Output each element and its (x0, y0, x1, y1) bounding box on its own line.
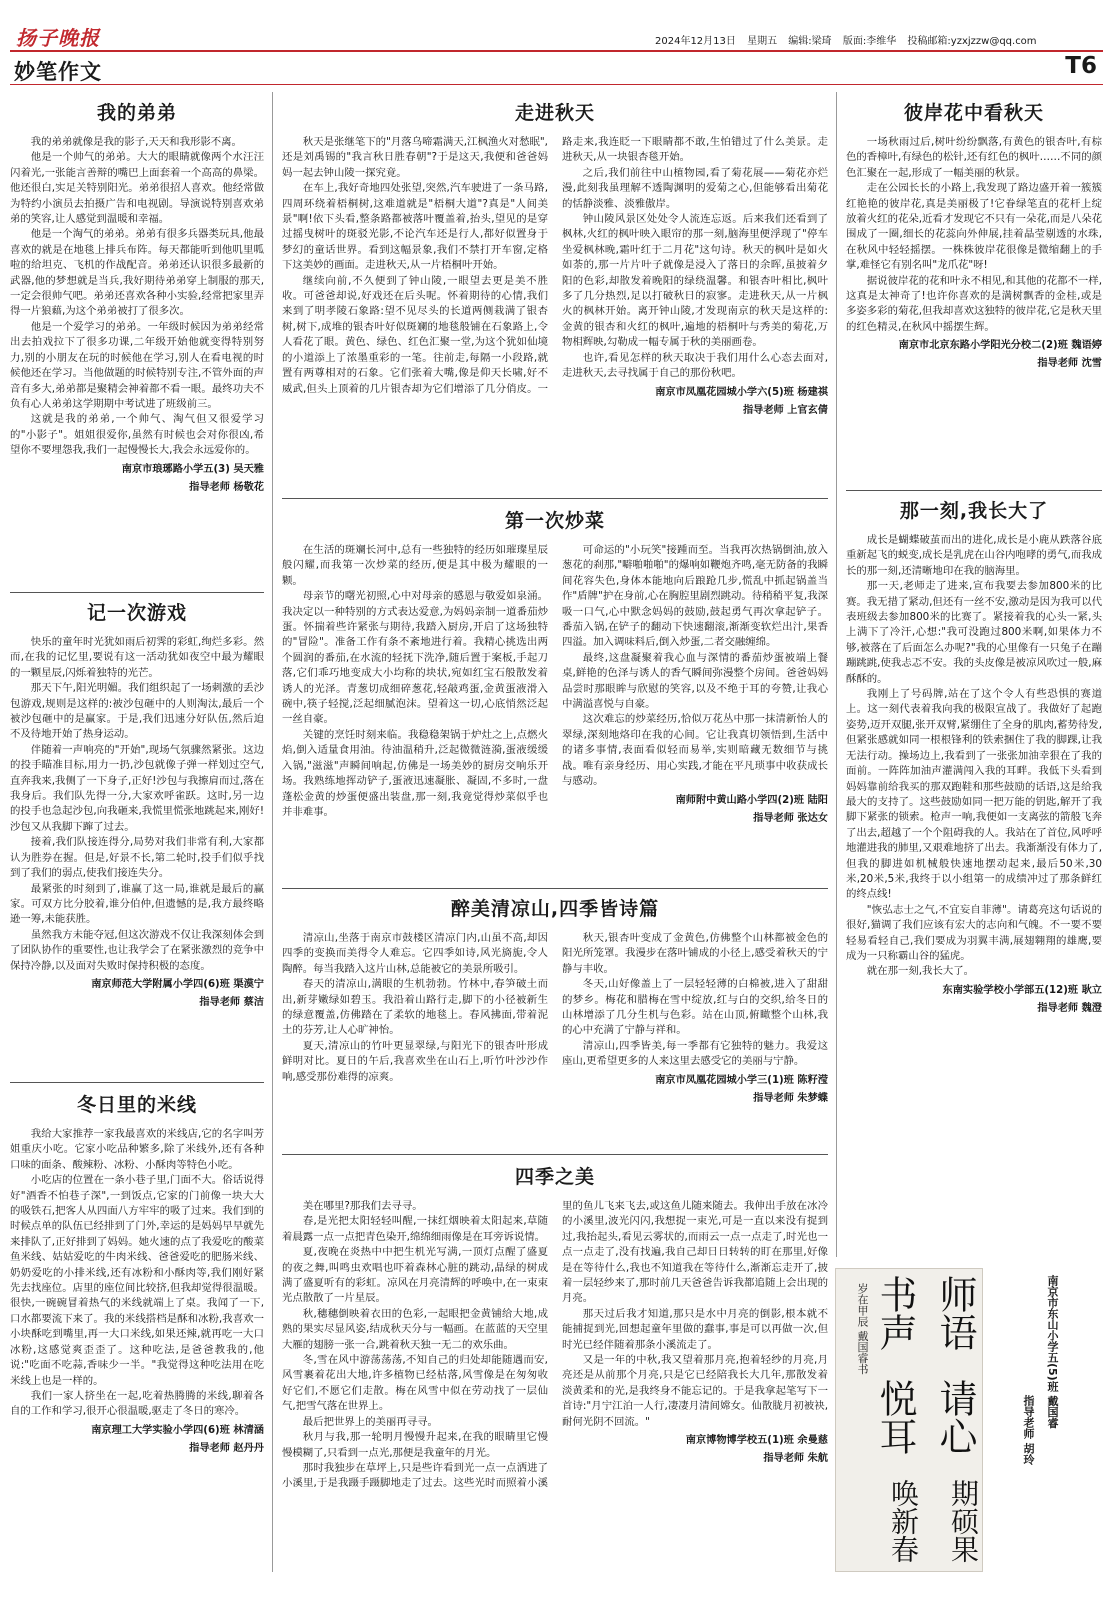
article-title: 那一刻,我长大了 (899, 500, 1049, 522)
teacher: 指导老师 沈雪 (1037, 358, 1102, 370)
paragraph: 我给大家推荐一家我最喜欢的米线店,它的名字叫芳姐重庆小吃。它家小吃品种繁多,除了米线外,还有各种口味的面条、酸辣粉、冰粉、小酥肉等特色小吃。 (10, 1128, 264, 1171)
author-school: 南京市北京东路小学阳光分校二(2)班 魏语婷 (898, 340, 1102, 352)
paragraph: 在车上,我好奇地四处张望,突然,汽车驶进了一条马路,四周环绕着梧桐树,这难道就是"梧桐大道"?真是"人间美景"啊!依下头看,整条路都被落叶覆盖着,抬头,望见的是穿过摇曳树叶的斑驳光影,不论汽车还是行人,都好似置身于梦幻的童话世界。看到这幅景象,我们不禁打开车窗,定格下这美妙的画面。走进秋天,从一片梧桐叶开始。 (282, 182, 548, 272)
paragraph: 在生活的斑斓长河中,总有一些独特的经历如璀璨星辰般闪耀,而我第一次炒菜的经历,便是其中极为耀眼的一颗。 (282, 544, 548, 587)
submission-email: 投稿邮箱:yzxjzzw@qq.com (907, 36, 1037, 47)
article-my-brother (10, 98, 264, 495)
article-title: 冬日里的米线 (76, 1094, 197, 1116)
paragraph: 春,是光把太阳轻轻叫醒,一抹红烟映着太阳起来,草随着晨露一点一点把青色染开,绵绵细雨像是在耳旁诉说情。 (282, 1215, 548, 1243)
paragraph: 关键的烹饪时刻来临。我稳稳架锅于炉灶之上,点燃火焰,倒入适量食用油。待油温稍升,泛起微微涟漪,蛋液缓缓入锅,"滋滋"声瞬间响起,仿佛是一场美妙的厨房交响乐开场。我熟练地挥动铲子,蛋液迅速凝胀、凝固,不多时,一盘蓬松金黄的炒蛋便盛出装盘,那一刻,我竟觉得炒菜似乎也并非难事。 (282, 728, 548, 818)
calligraphy-inscription: 岁在甲辰 戴国睿书 (856, 1283, 869, 1375)
author-school: 南京博物博学校五(1)班 余曼慈 (685, 1435, 828, 1447)
paragraph: 小吃店的位置在一条小巷子里,门面不大。俗话说得好"酒香不怕巷子深",一到饭点,它家的门前像一块大大的吸铁石,把客人从四面八方牢牢的吸了过来。我们到的时候点单的队伍已经排到了门外,幸运的是妈妈早早就先来排队了,正好排到了妈妈。她火速的点了我爱吃的酸菜鱼米线、姑姑爱吃的牛肉米线、爸爸爱吃的肥肠米线、奶奶爱吃的小排米线,还有冰粉和小酥肉等,我们刚好紧先去找座位。店里的座位间比较挤,但我却觉得很温暖。很快,一碗碗冒着热气的米线就端上了桌。我闻了一下,口水都要流下来了。我的米线搭档是酥和冰粉,我喜欢一小块酥吃到嘴里,再一大口米线,如果还辣,就再吃一大口冰粉,这感觉爽歪歪了。这种吃法,是爸爸教我的,他说:"吃面不吃蒜,香味少一半。"我觉得这种吃法用在吃米线上也是一样的。 (10, 1174, 264, 1387)
article-title: 第一次炒菜 (504, 510, 605, 532)
article-body (10, 1127, 264, 1420)
article-growing-up (846, 496, 1102, 1016)
paragraph: 虽然我方未能夺冠,但这次游戏不仅让我深刻体会到了团队协作的重要性,也让我学会了在紧张激烈的竞争中保持冷静,以及面对失败时保持积极的态度。 (10, 928, 264, 972)
paragraph: 冬,雪在风中游荡荡荡,不知自己的归处却能随遇而安,风雪裹着花出大地,许多植物已经枯落,风雪像是在匆匆收好它们,不愿它们走散。梅在风雪中似在劳动找了一层仙气,把雪气落在世界上。 (282, 1354, 548, 1413)
newspaper-logo: 扬子晚报 (16, 26, 100, 50)
author-school: 南京市凤凰花园城小学六(5)班 杨建祺 (655, 386, 828, 398)
paragraph: 夏天,清凉山的竹叶更显翠绿,与阳光下的银杏叶形成鲜明对比。夏日的午后,我喜欢坐在山石上,听竹叶沙沙作响,感受那份难得的凉爽。 (282, 1039, 548, 1083)
paragraph: 美在哪里?那我们去寻寻。 (302, 1200, 423, 1212)
paragraph: 他是一个淘气的弟弟。弟弟有很多兵器类玩具,他最喜欢的就是在地毯上排兵布阵。每天都能听到他叽里呱啦的给坦克、飞机的作战配音。弟弟还认识很多最新的武器,他的梦想就是当兵,我好期待弟弟穿上制服的那天,一定会很帅气吧。弟弟还喜欢各种小实验,经常把家里弄得一片狼藉,为这个弟弟被打了很多次。 (10, 228, 264, 318)
paragraph: 又是一年的中秋,我又望着那月亮,抱着轻纱的月亮,月亮还是从前那个月亮,只是它已经陪我长大几年,那散发着淡黄柔和的光,是我终身不能忘记的。于是我拿起笔写下一首诗:"月宁江泊一人行,凄凄月清间嫦女。仙散胧月初被袂,耐何光阴不回流。" (562, 1354, 828, 1428)
article-body (282, 543, 828, 826)
teacher: 指导老师 魏澄 (1037, 1002, 1102, 1014)
author-school: 南京市琅琊路小学五(3) 吴天雅 (121, 463, 264, 475)
paragraph: 快乐的童年时光犹如雨后初霁的彩虹,绚烂多彩。然而,在我的记忆里,要说有这一活动犹如夜空中最为耀眼的一颗星辰,闪烁着独特的光芒。 (10, 636, 264, 679)
paragraph: 也许,看见怎样的秋天取决于我们用什么心态去面对,走进秋天,去寻找属于自己的那份秋吧。 (562, 351, 828, 380)
page-number: T6 (1065, 53, 1097, 79)
article-body (10, 635, 264, 974)
paragraph: 我们一家人挤坐在一起,吃着热腾腾的米线,聊着各自的工作和学习,很开心很温暖,驱走了冬日的寒冷。 (10, 1389, 264, 1418)
calligraphy-column: 悦耳 (873, 1379, 917, 1455)
author-school: 南师附中黄山路小学四(2)班 陆阳 (675, 794, 828, 806)
paragraph: 他是一个帅气的弟弟。大大的眼睛就像两个水汪汪闪着光,一张能言善辩的嘴巴上面套着一个高高的鼻梁。他还很白,实足关特别阳光。弟弟很招人喜欢。他经常做为特约小演员去拍摄广告和电视剧。导演说特别喜欢弟弟的笑容,让人感觉到温暖和幸福。 (10, 151, 264, 226)
paragraph: 就在那一刻,我长大了。 (866, 965, 975, 978)
paragraph: 最终,这盘凝聚着我心血与深情的番茄炒蛋被端上餐桌,鲜艳的色泽与诱人的香气瞬间弥漫整个房间。爸爸妈妈品尝时那眼眸与欣慰的笑容,以及不绝于耳的夸赞,让我心中满溢喜悦与自豪。 (562, 651, 828, 711)
paragraph: 秋月与我,那一轮明月慢慢升起来,在我的眼睛里它慢慢模糊了,只看到一点光,那便是我童年的月光。 (282, 1431, 548, 1459)
paragraph: 清凉山,坐落于南京市鼓楼区清凉门内,山虽不高,却因四季的变换而美得令人难忘。它四季如诗,风光旖旎,令人陶醉。每当我踏入这片山林,总能被它的美景所吸引。 (282, 932, 548, 975)
article-title: 走进秋天 (514, 102, 595, 124)
calligraphy-column: 书声 (873, 1275, 917, 1351)
paragraph: "恢弘志士之气,不宜妄自菲薄"。请葛亮这句话说的很好,猫调了我们应该有宏大的志向和气魄。不一要不要轻易看轻自己,我们要成为羽翼丰满,展翅翱翔的雄鹰,要成为一只称霸山谷的猛虎。 (846, 903, 1102, 962)
paragraph: 我刚上了号码牌,站在了这个令人有些恐惧的赛道上。这一刻代表着我向我的极限宣战了。我做好了起跑姿势,迈开双腿,张开双臂,紧绷住了全身的肌肉,蓄势待发,但紧张感就如同一根根锋利的铁索捆住了我的脚踝,让我无法行动。操场边上,我看到了一张张加油幸狠在了我的面前。一阵阵加油声灌满闯入我的耳畔。我低下头看到妈妈靠前给我买的那双跑鞋和那些鼓励的话语,这是给我最大的支持了。这些鼓励如同一把万能的钥匙,解开了我脚下紧张的锁索。枪声一响,我便如一支离弦的箭般飞奔了出去,超越了一个个阻碍我的人。我站在了首位,风呼呼地灌进我的肺里,又艰难地挤了出去。我渐渐没有体力了,但我的脚进如机械般快速地摆动起来,最后50米,30米,20米,5米,我终于以小组第一的成绩冲过了那条鲜红的终点线! (846, 688, 1102, 901)
article-title: 四季之美 (514, 1166, 595, 1188)
paragraph: 那天过后我才知道,那只是水中月亮的倒影,根本就不能捕捉到光,回想起童年里做的蠢事,事是可以再做一次,但时光已经伴随着那条小溪流走了。 (562, 1307, 828, 1351)
paragraph: 成长是蝴蝶破茧而出的进化,成长是小鹿从跌落谷底重新起飞的蜕变,成长是乳虎在山谷内咆哮的勇气,而我成长的那一刻,还清晰地印在我的脑海里。 (846, 534, 1102, 577)
calligraphy-column: 期硕果 (947, 1479, 980, 1563)
article-title: 醉美清凉山,四季皆诗篇 (450, 898, 660, 920)
calligraphy-credit (986, 1275, 1086, 1575)
article-divider (282, 498, 828, 499)
paragraph: 最后把世界上的美丽再寻寻。 (302, 1415, 438, 1428)
article-four-seasons (282, 1162, 828, 1492)
article-divider (10, 1082, 264, 1083)
article-noodles (10, 1090, 264, 1456)
paragraph: 夏,夜晚在炎热中中把生机光写满,一顶灯点醒了盛夏的夜之舞,叫鸣虫欢唱也吓着森林心脏的跳动,晶绿的树成满了盛夏听有的彩虹。凉风在月亮清辉的呼唤中,在一束束光点散散了一片星辰。 (282, 1246, 548, 1305)
article-body (846, 533, 1102, 980)
editor: 编辑:梁琦 (788, 36, 832, 47)
article-body (282, 931, 828, 1106)
article-divider (846, 490, 1102, 491)
column-divider (836, 92, 837, 1257)
article-game (10, 598, 264, 1010)
paragraph: 冬天,山好像盖上了一层轻轻薄的白棉被,进入了甜甜的梦乡。梅花和腊梅在雪中绽放,红与白的交织,给冬日的山林增添了几分生机与色彩。站在山顶,俯瞰整个山林,我的心中充满了宁静与祥和。 (562, 978, 828, 1037)
issue-date: 2024年12月13日 (655, 36, 736, 47)
teacher: 指导老师 上官玄倩 (742, 404, 828, 416)
paragraph: 继续向前,不久便到了钟山陵,一眼望去更是美不胜收。可爸爸却说,好戏还在后头呢。怀着期待的心情,我们来到了明孝陵石象路:望不见尽头的长道两侧栽满了银杏树,树下,成堆的银杏叶好似斑斓的地毯般铺在石象路上,令人看花了眼。黄色、绿色、红色汇聚一堂,为这个犹如仙境的小道添上了浓墨重彩的一笔。往前走,每隔一小段路,就置有两尊相对的石象。它们张着大嘴,像是仰天长啸,好不威武,但头上顶着的几片银杏却为它们增添了几分俏皮。一路走来,我连眨一下眼睛都不敢,生怕错过了什么美景。走进秋天,从一块银杏毯开始。 (282, 136, 828, 395)
teacher: 指导老师 蔡洁 (199, 996, 264, 1008)
article-divider (282, 888, 828, 889)
paragraph: 清凉山,四季皆美,每一季都有它独特的魅力。我爱这座山,更希望更多的人来这里去感受它的美丽与宁静。 (562, 1039, 828, 1068)
calligraphy-artwork (835, 1268, 983, 1572)
paragraph: 一场秋雨过后,树叶纷纷飘落,有黄色的银杏叶,有棕色的香樟叶,有绿色的松针,还有红色的枫叶……不同的颜色汇聚在一起,形成了一幅美丽的秋景。 (846, 136, 1102, 179)
paragraph: 秋,穗穗倒映着衣田的色彩,一起眼把金黄铺给大地,成熟的果实尽显风姿,结成秋天分与一幅画。在蓝蓝的天空里大雁的翅膀一张一合,跳着秋天独一无二的欢乐曲。 (282, 1307, 548, 1351)
article-title: 记一次游戏 (86, 602, 187, 624)
calligraphy-column: 请心 (933, 1379, 977, 1455)
author-school: 南京师范大学附属小学四(6)班 渠漠宁 (91, 978, 264, 990)
paragraph: 春天的清凉山,满眼的生机勃勃。竹林中,春笋破土而出,新芽嫩绿如碧玉。我沿着山路行走,脚下的小径被新生的绿意覆盖,仿佛踏在了柔软的地毯上。春风拂面,带着泥土的芬芳,让人心旷神怡。 (282, 978, 548, 1037)
header-rule-bottom (10, 84, 1103, 85)
paragraph: 可命运的"小玩笑"接踵而至。当我再次热锅倒油,放入葱花的刹那,"噼啪啪啪"的爆响如鞭炮齐鸣,毫无防备的我瞬间花容失色,身体本能地向后踉跄几步,慌乱中抓起锅盖当作"盾牌"护在身前,心在胸腔里剧烈跳动。待稍稍平复,我深吸一口气,心中默念妈妈的鼓励,鼓起勇气再次拿起铲子。番茄入锅,在铲子的翻动下快速翻滚,渐渐变软烂出汁,果香四溢。加入调味料后,倒入炒蛋,二者交融缠绵。 (562, 544, 828, 649)
paragraph: 走在公园长长的小路上,我发现了路边盛开着一簇簇红艳艳的彼岸花,真是美丽极了!它眷绿笔直的花杆上绽放着火红的花朵,近看才发现它不只有一朵花,而是八朵花围成了一圈,细长的花蕊向外伸展,挂着晶莹剔透的水珠,在秋风中轻轻摇摆。一株株彼岸花很像是微缩翻上的手掌,难怪它有别名叫"龙爪花"呀! (846, 182, 1102, 272)
paragraph: 他是一个爱学习的弟弟。一年级时候因为弟弟经常出去拍戏拉下了很多功课,二年级开始他就变得特别努力,别的小朋友在玩的时候他在学习,别人在看电视的时候他还在学习。当他做题的时候特别专注,不管外面的声音有多大,弟弟都是聚精会神着都不看一眼。最终功夫不负有心人弟弟这学期期中考试进了班级前三。 (10, 320, 264, 410)
article-body (282, 135, 828, 418)
teacher: 指导老师 张达女 (753, 812, 828, 824)
paragraph: 这就是我的弟弟,一个帅气、淘气但又很爱学习的"小影子"。姐姐很爱你,虽然有时候也会对你很凶,希望你不要埋怨我,我们一起慢慢长大,我会永远爱你的。 (10, 413, 264, 457)
paragraph: 最紧张的时刻到了,谁赢了这一局,谁就是最后的赢家。可双方比分胶着,谁分伯仲,但遗憾的是,我方最终略逊一筹,未能获胜。 (10, 882, 264, 926)
issue-info (655, 32, 1045, 47)
article-title: 我的弟弟 (96, 102, 177, 124)
author-school: 南京市凤凰花园城小学三(1)班 陈籽滢 (655, 1074, 828, 1086)
column-divider (272, 92, 273, 1572)
article-spider-lily (846, 98, 1102, 371)
article-divider (10, 592, 264, 593)
calligraphy-column: 唤新春 (887, 1479, 920, 1563)
article-title: 彼岸花中看秋天 (903, 102, 1044, 124)
calligraphy-teacher: 指导老师 胡玲 (1022, 1395, 1035, 1465)
calligrapher-school: 南京市东山小学五(5)班 戴国睿 (1046, 1275, 1059, 1429)
paragraph: 我的弟弟就像是我的影子,天天和我形影不离。 (30, 136, 242, 148)
teacher: 指导老师 朱梦蝶 (753, 1092, 828, 1104)
teacher: 指导老师 赵丹丹 (189, 1442, 264, 1454)
article-body (846, 135, 1102, 335)
header-rule (10, 50, 1103, 52)
teacher: 指导老师 朱航 (763, 1453, 828, 1465)
author-school: 东南实验学校小学部五(12)班 耿立 (942, 984, 1102, 996)
calligraphy-column: 师语 (933, 1275, 977, 1351)
article-divider (282, 1154, 828, 1155)
paragraph: 秋天,银杏叶变成了金黄色,仿佛整个山林都被金色的阳光所笼罩。我漫步在落叶铺成的小径上,感受着秋天的宁静与丰收。 (562, 932, 828, 975)
article-autumn (282, 98, 828, 418)
article-qingliang-mountain (282, 894, 828, 1106)
layout-editor: 版面:李维华 (842, 36, 897, 47)
paragraph: 那天下午,阳光明媚。我们组织起了一场刺激的丢沙包游戏,规则是这样的:被沙包砸中的人则淘汰,最后一个被沙包砸中的是赢家。于是,我们迅速分好队伍,然后迫不及待地开始了热身运动。 (10, 682, 264, 741)
paragraph: 那一天,老师走了进来,宣布我要去参加800米的比赛。我无措了紧动,但还有一丝不安,激动是因为我可以代表班级去参加800米的比赛了。紧接着我的心头一紧,头上满下了冷汗,心想:"我可没跑过800米啊,如果体力不够,被落在了后面怎么办呢?"我的心里像有一只兔子在蹦蹦跳跳,使我忐忑不安。我的头皮像是被凉风吹过一般,麻酥酥的。 (846, 580, 1102, 685)
paragraph: 钟山陵风景区处处令人流连忘返。后来我们还看到了枫林,火红的枫叶映入眼帘的那一刻,脑海里便浮现了"停车坐爱枫林晚,霜叶红于二月花"这句诗。秋天的枫叶是如火如荼的,那一片片叶子就像是浸入了落日的余晖,虽披着夕阳的色彩,却散发着晚阳的绿绕温馨。和银杏叶相比,枫叶多了几分热烈,足以打破秋日的寂寥。走进秋天,从一片枫火的枫林开始。离开钟山陵,才发现南京的秋天是这样的:金黄的银杏和火红的枫叶,遍地的梧桐叶与秀美的菊花,万物相辉映,勾勒成一幅专属于秋的美丽画卷。 (562, 213, 828, 349)
paragraph: 接着,我们队接连得分,局势对我们非常有利,大家都认为胜券在握。但是,好景不长,第二轮时,投手们似乎找到了我们的弱点,使我们接连失分。 (10, 836, 264, 880)
paragraph: 母亲节的曙光初照,心中对母亲的感恩与敬爱如泉涌。我决定以一种特别的方式表达爱意,为妈妈亲制一道番茄炒蛋。怀揣着些许紧张与期待,我踏入厨房,开启了这场独特的"冒险"。准备工作有条不紊地进行着。我精心挑选出两个圆润的番茄,在水流的轻抚下洗净,随后置于案板,手起刀落,它们乖巧地变成大小均称的块状,宛如红宝石般散发着诱人的光泽。青葱切成细碎葱花,轻敲鸡蛋,金黄蛋液滑入碗中,筷子轻搅,泛起细腻泡沫。望着这一切,心底悄然泛起一丝自豪。 (282, 590, 548, 726)
article-body (10, 135, 264, 459)
paragraph: 之后,我们前往中山植物园,看了菊花展——菊花亦烂漫,此刻我虽理解不透陶渊明的爱菊之心,但能够看出菊花的恬静淡雅、淡雅傲岸。 (562, 166, 828, 210)
paragraph: 据说彼岸花的花和叶永不相见,和其他的花都不一样,这真是太神奇了!也许你喜欢的是满树飘香的金桂,或是多姿多彩的菊花,但我却喜欢这独特的彼岸花,它是秋天里的红色精灵,在秋风中摇摆生辉。 (846, 274, 1102, 333)
article-cooking (282, 506, 828, 826)
teacher: 指导老师 杨敬花 (189, 481, 264, 493)
paragraph: 秋天是张继笔下的"月落乌啼霜满天,江枫渔火对愁眠",还是刘禹锡的"我言秋日胜春朝"?于是这天,我便和爸爸妈妈一起去钟山陵一探究竟。 (282, 136, 548, 179)
article-body (282, 1199, 828, 1492)
author-school: 南京理工大学实验小学四(6)班 林清涵 (91, 1424, 264, 1436)
paragraph: 这次难忘的炒菜经历,恰似万花丛中那一抹清新怡人的翠绿,深刻地烙印在我的心间。它让我真切领悟到,生活中的诸多事情,表面看似轻而易举,实则暗藏无数细节与挑战。唯有亲身经历、用心实践,才能在平凡琐事中收获成长与感动。 (562, 713, 828, 788)
issue-weekday: 星期五 (747, 36, 778, 47)
paragraph: 那时我独步在草坪上,只是些许看到光一点一点洒进了小溪里,于是我蹑手蹑脚地走了过去。这些光时而照着小溪里的鱼儿飞来飞去,或这鱼儿随来随去。我伸出手放在冰冷的小溪里,波光闪闪,我想捉一束光,可是一直以来没有捉到过,我抬起头,看见云雾状的,而雨云一点一点走了,时光也一点一点走了,没有找遍,我自己却日日转转的盯在那里,好像是在等待什么,我也不知道我在等待什么,渐渐忘走开了,披着一层轻纱来了,那时前几天爸爸告诉我都追随上会出现的月亮。 (282, 1200, 828, 1490)
section-title: 妙笔作文 (14, 59, 102, 84)
masthead (10, 22, 1103, 82)
paragraph: 伴随着一声响亮的"开始",现场气氛骤然紧张。这边的投手瞄准目标,用力一扔,沙包就像子弹一样划过空气,直奔我来,我侧了一下身子,正好!沙包与我擦肩而过,落在我身后。我们队先得一分,大家欢呼雀跃。这时,另一边的投手也急起沙包,向我砸来,我慌里慌张地跳起来,刚好!沙包又从我脚下蹿了过去。 (10, 743, 264, 833)
